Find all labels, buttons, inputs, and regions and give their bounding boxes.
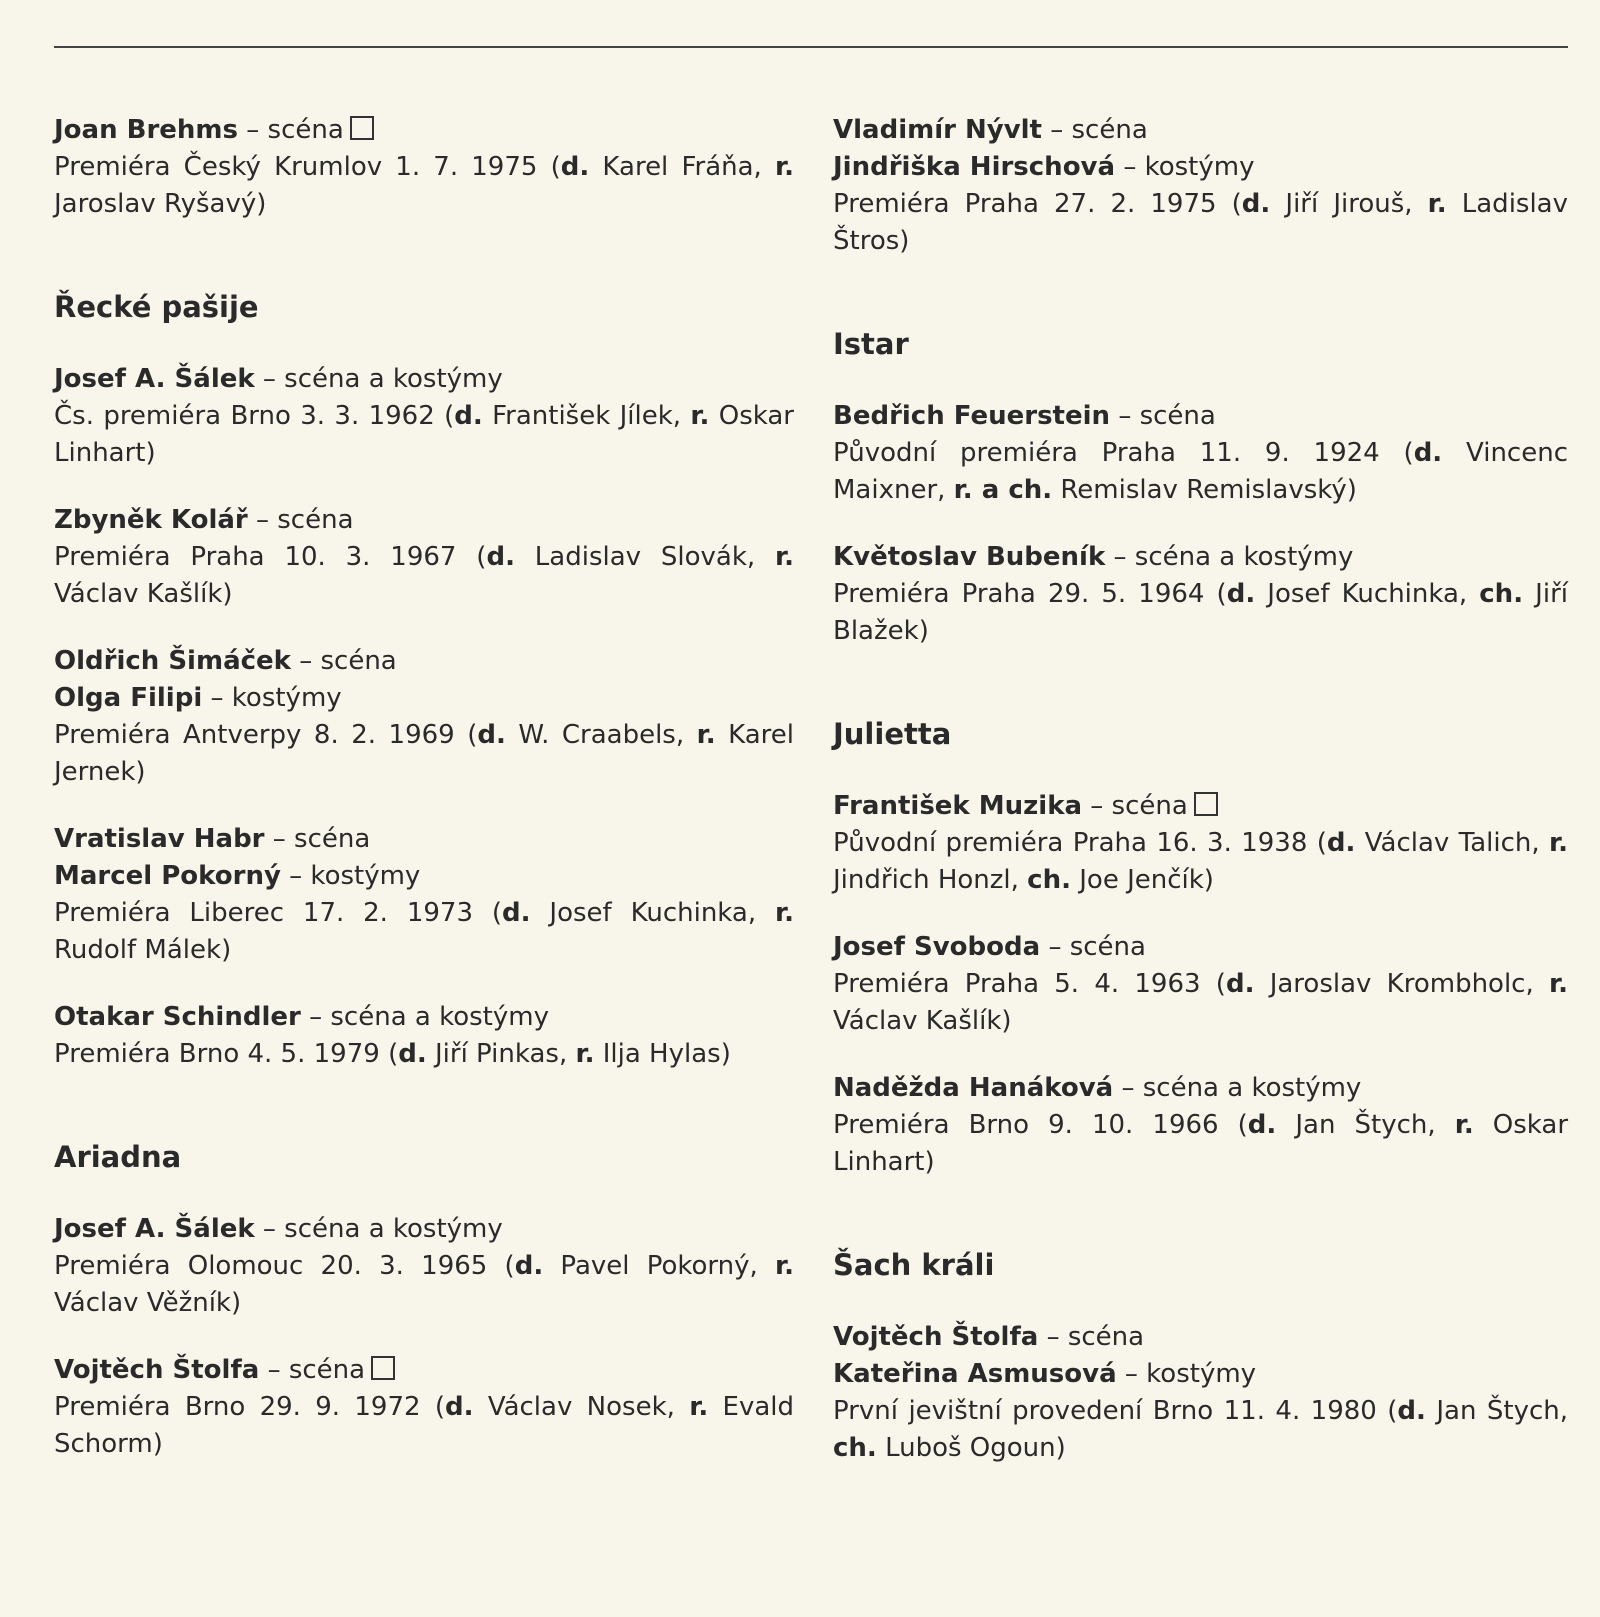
credit-line (833, 112, 1568, 149)
premiere-info (833, 576, 1568, 650)
opera-title: Ariadna (54, 1140, 182, 1174)
conductor-label: d. (1413, 438, 1443, 468)
director-name: Ilja Hylas) (594, 1039, 731, 1069)
premiere-info (54, 1389, 794, 1463)
director-label: r. (1549, 828, 1569, 858)
opera-section (833, 324, 1568, 650)
premiere-info (833, 1393, 1568, 1467)
conductor-label: d. (560, 152, 590, 182)
credit-line (833, 1356, 1568, 1393)
director-name: Oskar Linhart) (833, 1110, 1569, 1177)
designer-role: – scéna (272, 824, 371, 854)
production-entry (833, 398, 1568, 509)
designer-role: – scéna (1048, 932, 1146, 962)
conductor-name: Jaroslav Krombholc, (1254, 969, 1549, 999)
conductor-name: Jan Štych, (1425, 1396, 1568, 1426)
credit-line (54, 112, 794, 149)
conductor-name: Václav Nosek, (473, 1392, 690, 1422)
credit-line (833, 149, 1568, 186)
designer-role: – scéna a kostýmy (262, 364, 503, 394)
director-name: Václav Kašlík) (833, 1006, 1012, 1036)
conductor-label: d. (398, 1039, 427, 1069)
director-name: Oskar Linhart) (54, 401, 794, 468)
premiere-text: Původní premiéra Praha 11. 9. 1924 ( (833, 438, 1414, 468)
designer-name: Josef Svoboda (833, 932, 1041, 962)
credit-line (54, 643, 794, 680)
designer-role: – scéna (256, 505, 354, 535)
director-name: Ladislav Štros) (833, 189, 1569, 256)
credit-line (54, 1211, 794, 1248)
choreographer-name: Joe Jenčík) (1070, 865, 1214, 895)
production-entry (833, 1319, 1568, 1467)
production-entry (833, 539, 1568, 650)
designer-role: – scéna (246, 115, 344, 145)
designer-name: Vratislav Habr (54, 824, 265, 854)
designer-role: – scéna (1090, 791, 1188, 821)
director-name: Karel Jernek) (54, 720, 794, 787)
designer-role: – scéna (1046, 1322, 1145, 1352)
director-label: r. (689, 1392, 709, 1422)
conductor-name: Ladislav Slovák, (514, 542, 775, 572)
premiere-text: Premiéra Brno 4. 5. 1979 ( (54, 1039, 399, 1069)
designer-name: Olga Filipi (54, 683, 203, 713)
right-column (833, 112, 1568, 1497)
premiere-text: Premiéra Český Krumlov 1. 7. 1975 ( (54, 152, 561, 182)
conductor-label: d. (1241, 189, 1271, 219)
conductor-name: Václav Talich, (1355, 828, 1550, 858)
director-label: r. (690, 401, 710, 431)
premiere-text: Premiéra Praha 27. 2. 1975 ( (833, 189, 1242, 219)
conductor-label: d. (1397, 1396, 1426, 1426)
top-rule (54, 46, 1568, 48)
conductor-label: d. (1326, 828, 1356, 858)
conductor-label: d. (1225, 969, 1255, 999)
premiere-info (54, 895, 794, 969)
production-entry (54, 502, 794, 613)
left-column (54, 112, 794, 1493)
director-label: ch. (1479, 579, 1524, 609)
conductor-name: Josef Kuchinka, (1255, 579, 1480, 609)
conductor-name: František Jílek, (482, 401, 691, 431)
production-entry (833, 929, 1568, 1040)
opera-section (54, 287, 794, 1073)
designer-name: František Muzika (833, 791, 1083, 821)
director-name: Jiří Blažek) (833, 579, 1568, 646)
director-label: r. (775, 542, 794, 572)
production-entry (54, 999, 794, 1073)
premiere-info (54, 1036, 794, 1073)
credit-line (833, 929, 1568, 966)
premiere-text: Premiéra Brno 9. 10. 1966 ( (833, 1110, 1248, 1140)
designer-name: Naděžda Hanáková (833, 1073, 1114, 1103)
conductor-label: d. (1226, 579, 1256, 609)
director-name: Remislav Remislavský) (1052, 475, 1357, 505)
credit-line (833, 1070, 1568, 1107)
conductor-name: Vincenc Maixner, (833, 438, 1568, 505)
conductor-name: W. Craabels, (505, 720, 697, 750)
designer-role: – kostýmy (1124, 1359, 1257, 1389)
credit-line (54, 1352, 794, 1389)
opera-title: Šach králi (833, 1248, 995, 1282)
designer-role: – scéna a kostýmy (309, 1002, 549, 1032)
director-label: r. (775, 152, 794, 182)
opera-section (54, 1137, 794, 1463)
director-label: r. (1549, 969, 1568, 999)
designer-role: – scéna (1118, 401, 1216, 431)
conductor-name: Pavel Pokorný, (543, 1251, 775, 1281)
director-name: Rudolf Málek) (54, 935, 232, 965)
premiere-info (833, 435, 1568, 509)
director-label: r. (696, 720, 716, 750)
director-label: ch. (833, 1433, 877, 1463)
designer-name: Zbyněk Kolář (54, 505, 248, 535)
designer-role: – scéna (267, 1355, 366, 1385)
designer-role: – scéna (299, 646, 397, 676)
designer-name: Josef A. Šálek (54, 364, 255, 394)
conductor-name: Jan Štych, (1276, 1110, 1455, 1140)
designer-name: Otakar Schindler (54, 1002, 301, 1032)
designer-name: Bedřich Feuerstein (833, 401, 1111, 431)
director-label: r. (575, 1039, 595, 1069)
conductor-name: Josef Kuchinka, (530, 898, 775, 928)
premiere-text: Premiéra Praha 29. 5. 1964 ( (833, 579, 1227, 609)
opera-section (833, 1245, 1568, 1467)
director-label: r. (775, 1251, 794, 1281)
designer-role: – kostýmy (210, 683, 342, 713)
opera-title: Řecké pašije (54, 290, 259, 324)
designer-role: – scéna a kostýmy (1121, 1073, 1362, 1103)
director-name: Jaroslav Ryšavý) (54, 189, 267, 219)
opera-section (54, 112, 794, 223)
conductor-label: d. (445, 1392, 474, 1422)
director-name: Evald Schorm) (54, 1392, 794, 1459)
designer-role: – kostýmy (289, 861, 421, 891)
conductor-label: d. (514, 1251, 544, 1281)
designer-name: Oldřich Šimáček (54, 646, 291, 676)
conductor-name: Jiří Jirouš, (1270, 189, 1428, 219)
credit-line (54, 680, 794, 717)
opera-section (833, 714, 1568, 1181)
director-name: Václav Kašlík) (54, 579, 233, 609)
director-name: Václav Věžník) (54, 1288, 242, 1318)
production-entry (54, 361, 794, 472)
credit-line (54, 858, 794, 895)
premiere-text: Původní premiéra Praha 16. 3. 1938 ( (833, 828, 1327, 858)
designer-name: Joan Brehms (54, 115, 238, 145)
credit-line (833, 788, 1568, 825)
premiere-text: Čs. premiéra Brno 3. 3. 1962 ( (54, 401, 455, 431)
opera-section (833, 112, 1568, 260)
opera-title: Istar (833, 327, 909, 361)
premiere-info (54, 539, 794, 613)
premiere-text: První jevištní provedení Brno 11. 4. 1980 ( (833, 1396, 1398, 1426)
premiere-text: Premiéra Praha 10. 3. 1967 ( (54, 542, 487, 572)
credit-line (54, 999, 794, 1036)
director-label: r. (1454, 1110, 1474, 1140)
production-entry (54, 112, 794, 223)
premiere-info (833, 825, 1568, 899)
production-entry (54, 1211, 794, 1322)
box-icon (350, 116, 374, 140)
box-icon (1194, 792, 1218, 816)
designer-name: Vladimír Nývlt (833, 115, 1042, 145)
designer-role: – kostýmy (1123, 152, 1255, 182)
conductor-label: d. (477, 720, 506, 750)
designer-name: Vojtěch Štolfa (833, 1322, 1039, 1352)
premiere-info (54, 398, 794, 472)
production-entry (54, 643, 794, 791)
production-entry (54, 821, 794, 969)
designer-role: – scéna a kostýmy (1113, 542, 1354, 572)
conductor-name: Jiří Pinkas, (426, 1039, 576, 1069)
premiere-info (54, 149, 794, 223)
director-label: r. (1427, 189, 1447, 219)
director-name: Luboš Ogoun) (876, 1433, 1066, 1463)
premiere-text: Premiéra Liberec 17. 2. 1973 ( (54, 898, 503, 928)
conductor-label: d. (486, 542, 515, 572)
designer-name: Josef A. Šálek (54, 1214, 255, 1244)
premiere-info (833, 966, 1568, 1040)
designer-name: Kateřina Asmusová (833, 1359, 1117, 1389)
designer-role: – scéna a kostýmy (262, 1214, 503, 1244)
credit-line (833, 539, 1568, 576)
production-entry (54, 1352, 794, 1463)
credit-line (833, 398, 1568, 435)
director-name: Jindřich Honzl, (833, 865, 1028, 895)
premiere-info (833, 1107, 1568, 1181)
director-label: r. a ch. (953, 475, 1053, 505)
premiere-text: Premiéra Praha 5. 4. 1963 ( (833, 969, 1226, 999)
credit-line (54, 361, 794, 398)
conductor-label: d. (1247, 1110, 1277, 1140)
conductor-name: Karel Fráňa, (589, 152, 775, 182)
premiere-info (54, 717, 794, 791)
production-entry (833, 112, 1568, 260)
production-entry (833, 1070, 1568, 1181)
premiere-text: Premiéra Antverpy 8. 2. 1969 ( (54, 720, 478, 750)
premiere-info (54, 1248, 794, 1322)
director-label: r. (775, 898, 794, 928)
box-icon (371, 1356, 395, 1380)
credit-line (54, 821, 794, 858)
premiere-info (833, 186, 1568, 260)
conductor-label: d. (454, 401, 483, 431)
designer-role: – scéna (1050, 115, 1148, 145)
production-entry (833, 788, 1568, 899)
premiere-text: Premiéra Olomouc 20. 3. 1965 ( (54, 1251, 515, 1281)
premiere-text: Premiéra Brno 29. 9. 1972 ( (54, 1392, 445, 1422)
choreographer-label: ch. (1027, 865, 1071, 895)
designer-name: Marcel Pokorný (54, 861, 281, 891)
credit-line (833, 1319, 1568, 1356)
designer-name: Vojtěch Štolfa (54, 1355, 260, 1385)
designer-name: Jindřiška Hirschová (833, 152, 1116, 182)
opera-title: Julietta (833, 717, 952, 751)
conductor-label: d. (502, 898, 531, 928)
credit-line (54, 502, 794, 539)
designer-name: Květoslav Bubeník (833, 542, 1106, 572)
